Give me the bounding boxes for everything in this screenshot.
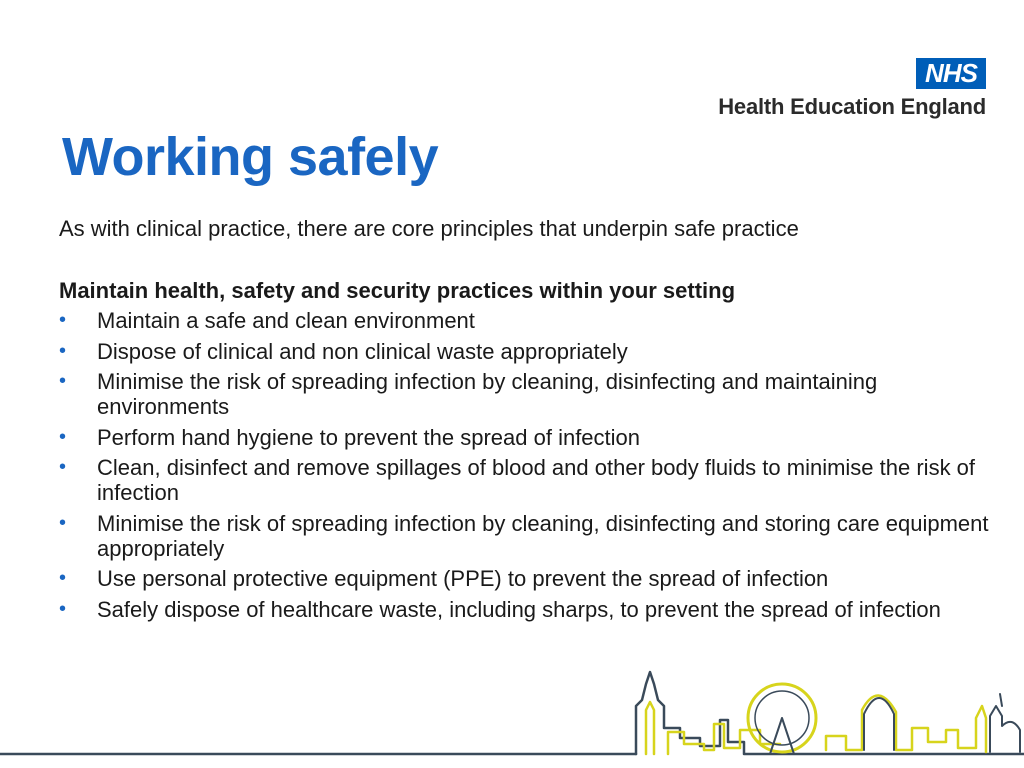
bullet-icon: • [59, 339, 67, 362]
bullet-icon: • [59, 425, 67, 448]
bullet-icon: • [59, 456, 67, 478]
bullet-list [59, 308, 999, 627]
organization-name: Health Education England [718, 94, 986, 119]
list-item [59, 369, 999, 419]
bullet-icon: • [59, 309, 67, 331]
nhs-mark: NHS [916, 58, 986, 89]
list-item [59, 339, 999, 364]
bullet-icon: • [59, 511, 67, 534]
bullet-text: Clean, disinfect and remove spillages of blood and other body fluids to minimise the risk of infection [97, 455, 976, 505]
list-item [59, 308, 999, 333]
intro-text: As with clinical practice, there are core principles that underpin safe practice [59, 216, 799, 241]
list-item [59, 566, 999, 591]
london-skyline-icon [0, 658, 1024, 768]
slide-title: Working safely [62, 127, 439, 187]
list-item [59, 597, 999, 622]
list-item [59, 425, 999, 450]
bullet-icon: • [59, 370, 67, 392]
list-item [59, 455, 999, 505]
bullet-text: Minimise the risk of spreading infection by cleaning, disinfecting and storing care equipment appropriately [97, 510, 989, 561]
section-heading: Maintain health, safety and security practices within your setting [59, 278, 736, 303]
bullet-text: Minimise the risk of spreading infection by cleaning, disinfecting and maintaining environments [97, 369, 878, 419]
bullet-text: Use personal protective equipment (PPE) to prevent the spread of infection [97, 566, 829, 591]
nhs-hee-logo [696, 58, 986, 122]
bullet-text: Dispose of clinical and non clinical waste appropriately [97, 338, 628, 364]
list-item [59, 511, 999, 561]
bullet-text: Maintain a safe and clean environment [97, 308, 475, 333]
bullet-icon: • [59, 567, 67, 589]
bullet-text: Safely dispose of healthcare waste, including sharps, to prevent the spread of infection [97, 596, 941, 622]
bullet-text: Perform hand hygiene to prevent the spread of infection [97, 424, 641, 450]
bullet-icon: • [59, 597, 67, 620]
